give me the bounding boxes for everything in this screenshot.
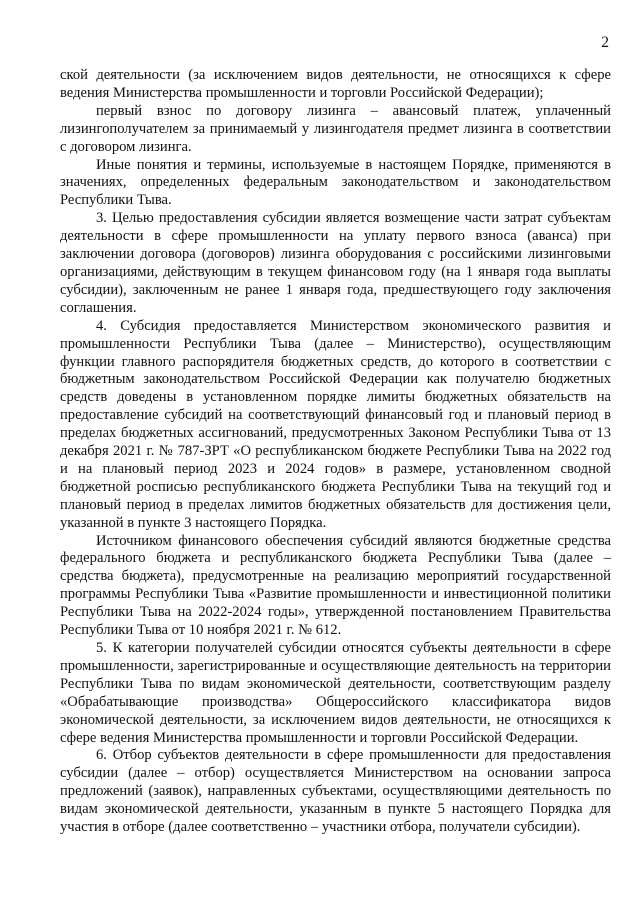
page-number: 2 <box>601 34 609 51</box>
paragraph-continuation: ской деятельности (за исключением видов деятельности, не относящихся к сфере ведения Министерства промышленности и торговли Российской Федерации); <box>60 67 611 101</box>
paragraph-3-purpose: 3. Целью предоставления субсидии является возмещение части затрат субъектам деятельности в сфере промышленности на уплату первого взноса (аванса) при заключении договора (договоров) лизинга оборудования с российскими лизинговыми организациями, действующим в текущем финансовом году (на 1 января года выплаты субсидии), заключенным не ранее 1 января года, предшествующего году заключения соглашения. <box>60 210 611 316</box>
paragraph-other-terms: Иные понятия и термины, используемые в настоящем Порядке, применяются в значениях, определенных федеральным законодательством и законодательством Республики Тыва. <box>60 156 611 209</box>
document-body <box>60 67 611 837</box>
paragraph-4-ministry: 4. Субсидия предоставляется Министерством экономического развития и промышленности Республики Тыва (далее – Министерство), осуществляющим функции главного распорядителя бюджетных средств, до которого в соответствии с бюджетным законодательством Российской Федерации как получателю бюджетных средств доведены в установленном порядке лимиты бюджетных обязательств на предоставление субсидий на соответствующий финансовый год и плановый период в пределах бюджетных ассигнований, предусмотренных Законом Республики Тыва от 13 декабря 2021 г. № 787-ЗРТ «О республиканском бюджете Республики Тыва на 2022 год и на плановый период 2023 и 2024 годов» в размере, установленном сводной бюджетной росписью республиканского бюджета Республики Тыва на текущий год и плановый период в пределах лимитов бюджетных обязательств для достижения цели, указанной в пункте 3 настоящего Порядка. <box>60 317 611 531</box>
paragraph-first-payment-definition: первый взнос по договору лизинга – авансовый платеж, уплаченный лизингополучателем за принимаемый у лизингодателя предмет лизинга в соответствии с договором лизинга. <box>60 102 611 155</box>
paragraph-6-selection: 6. Отбор субъектов деятельности в сфере промышленности для предоставления субсидии (далее – отбор) осуществляется Министерством на основании запроса предложений (заявок), направленных субъектами, осуществляющими деятельность по видам экономической деятельности, указанным в пункте 5 настоящего Порядка для участия в отборе (далее соответственно – участники отбора, получатели субсидии). <box>60 747 611 836</box>
paragraph-funding-source: Источником финансового обеспечения субсидий являются бюджетные средства федерального бюджета и республиканского бюджета Республики Тыва (далее – средства бюджета), предусмотренные на реализацию мероприятий государственной программы Республики Тыва «Развитие промышленности и инвестиционной политики Республики Тыва на 2022-2024 годы», утвержденной постановлением Правительства Республики Тыва от 10 ноября 2021 г. № 612. <box>60 532 611 639</box>
paragraph-5-recipients: 5. К категории получателей субсидии относятся субъекты деятельности в сфере промышленности, зарегистрированные и осуществляющие деятельность на территории Республики Тыва по видам экономической деятельности, соответствующим разделу «Обрабатывающие производства» Общероссийского классификатора видов экономической деятельности, за исключением видов деятельности, не относящихся к сфере ведения Министерства промышленности и торговли Российской Федерации. <box>60 640 611 746</box>
